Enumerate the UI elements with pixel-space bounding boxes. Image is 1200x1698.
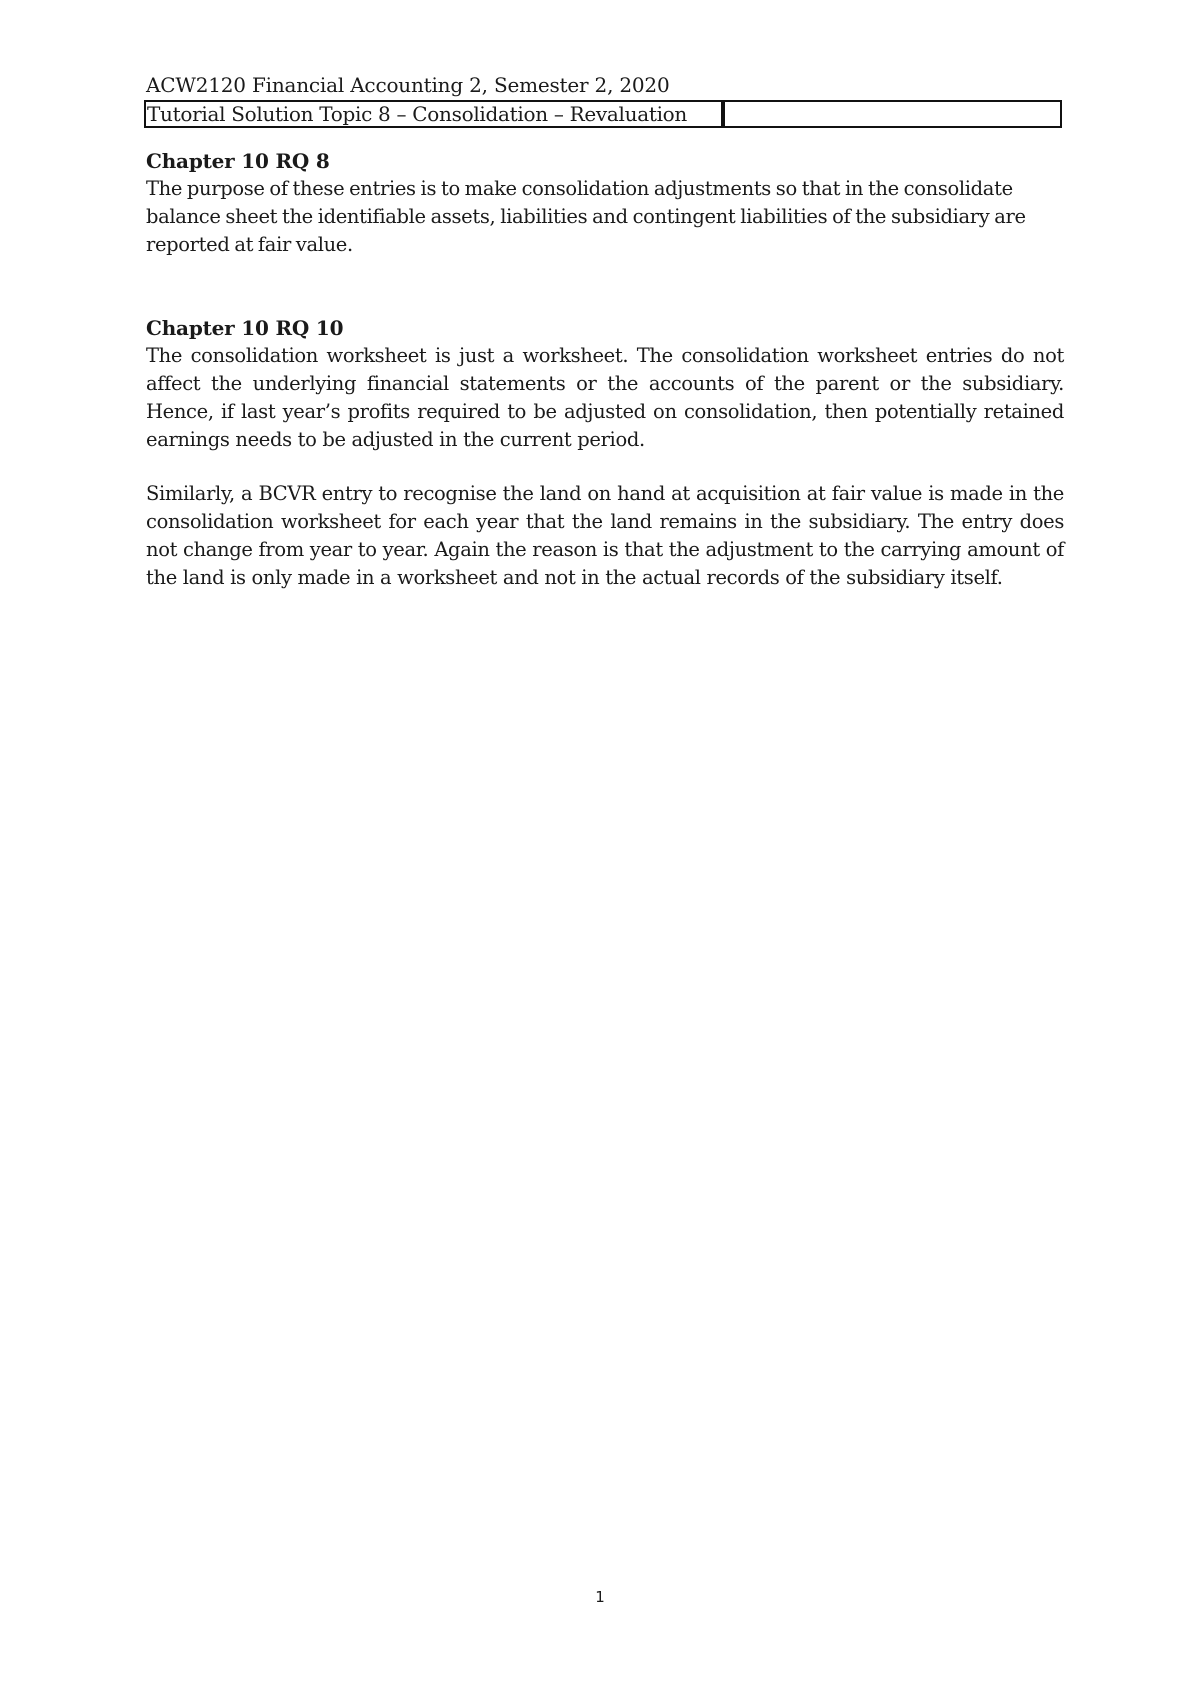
- section-rq8: [146, 147, 1064, 259]
- course-header: ACW2120 Financial Accounting 2, Semester 2, 2020: [146, 73, 670, 97]
- section-rq10-continued: [146, 480, 1064, 592]
- header-empty-cell: [725, 102, 1060, 126]
- section-paragraph: The consolidation worksheet is just a worksheet. The consolidation worksheet entries do not affect the underlying financial statements or the accounts of the parent or the subsidiary. Hence, if last year’s profits required to be adjusted on consolidation, then potentially retained earnings needs to be adjusted in the current period.: [146, 344, 1064, 451]
- header-title-table: [144, 100, 1062, 128]
- section-paragraph: Similarly, a BCVR entry to recognise the land on hand at acquisition at fair value is made in the consolidation worksheet for each year that the land remains in the subsidiary. The entry does not change from year to year. Again the reason is that the adjustment to the carrying amount of the land is only made in a worksheet and not in the actual records of the subsidiary itself.: [146, 482, 1064, 589]
- section-paragraph: The purpose of these entries is to make consolidation adjustments so that in the consolidate balance sheet the identifiable assets, liabilities and contingent liabilities of the subsidiary are reported at fair value.: [146, 177, 1026, 256]
- section-rq10: [146, 314, 1064, 454]
- page-number: 1: [595, 1588, 605, 1606]
- section-heading: Chapter 10 RQ 8: [146, 149, 330, 173]
- section-heading: Chapter 10 RQ 10: [146, 316, 344, 340]
- header-title-cell: Tutorial Solution Topic 8 – Consolidation – Revaluation: [146, 102, 725, 126]
